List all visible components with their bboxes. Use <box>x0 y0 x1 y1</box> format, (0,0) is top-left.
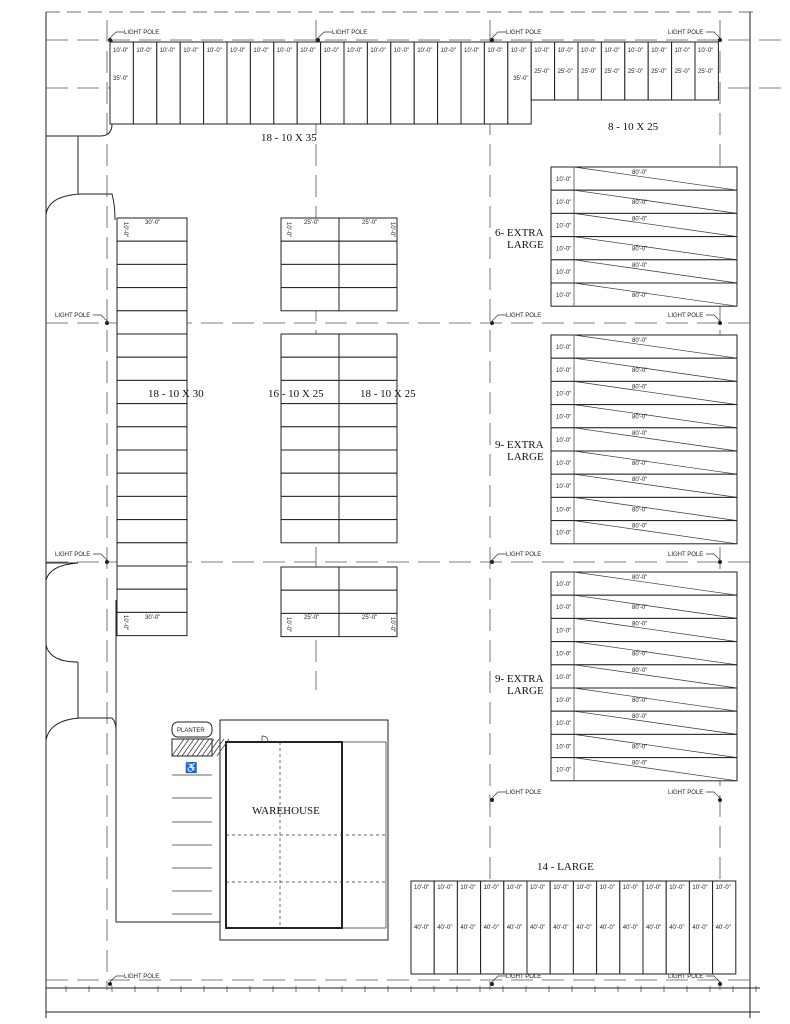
unit-depth-dim: 80'-0" <box>632 430 648 437</box>
unit-width-dim: 10'-0" <box>604 48 620 54</box>
unit-10x35 <box>157 42 180 124</box>
island-left-1 <box>46 194 115 220</box>
unit-width-dim: 10'-0" <box>183 48 199 54</box>
unit-width-dim: 10'-0" <box>556 484 572 491</box>
light-pole-label: LIGHT POLE <box>124 974 160 980</box>
unit-width-dim: 10'-0" <box>483 885 499 891</box>
unit-stack-10x25-middle <box>281 218 397 637</box>
unit-10x35 <box>297 42 320 124</box>
unit-depth-dim: 40'-0" <box>576 925 592 931</box>
unit-depth-dim: 25'-0" <box>557 69 573 75</box>
extra-large-group-3 <box>551 572 737 781</box>
light-pole-label: LIGHT POLE <box>668 313 704 319</box>
unit-width-dim: 10'-0" <box>599 885 615 891</box>
unit-width-dim: 10'-0" <box>440 48 456 54</box>
unit-depth-dim: 80'-0" <box>632 384 648 391</box>
unit-10x25 <box>281 288 339 311</box>
unit-depth-dim: 40'-0" <box>669 925 685 931</box>
unit-depth-dim: 40'-0" <box>646 925 662 931</box>
light-pole-leader <box>110 976 124 982</box>
unit-10x30 <box>117 543 187 566</box>
unit-width-dim: 10'-0" <box>556 507 572 514</box>
unit-10x35 <box>484 42 507 124</box>
unit-10x30 <box>117 473 187 496</box>
unit-width-dim: 10'-0" <box>556 293 572 299</box>
unit-10x35 <box>414 42 437 124</box>
unit-10x35 <box>508 42 531 124</box>
unit-width-dim: 10'-0" <box>556 582 572 588</box>
unit-10x35 <box>274 42 297 124</box>
unit-depth-dim: 80'-0" <box>632 461 648 467</box>
unit-width-dim: 10'-0" <box>285 222 291 238</box>
unit-10x35 <box>133 42 156 124</box>
unit-row-10x25-top <box>510 42 718 100</box>
unit-depth-dim: 80'-0" <box>632 246 648 253</box>
unit-depth-dim: 80'-0" <box>632 698 648 704</box>
unit-10x25 <box>281 450 339 473</box>
light-pole-leader <box>492 554 506 560</box>
unit-10x30 <box>117 566 187 589</box>
unit-width-dim: 10'-0" <box>556 674 572 681</box>
unit-10x25 <box>339 567 397 590</box>
unit-depth-dim: 80'-0" <box>632 760 648 767</box>
unit-width-dim: 10'-0" <box>389 617 395 633</box>
unit-width-dim: 10'-0" <box>556 200 572 207</box>
light-pole-label: LIGHT POLE <box>506 552 542 558</box>
unit-10x35 <box>438 42 461 124</box>
fence-posts <box>66 986 756 992</box>
unit-10x25 <box>339 590 397 613</box>
unit-width-dim: 10'-0" <box>414 885 430 891</box>
unit-depth-dim: 30'-0" <box>145 220 161 226</box>
unit-width-dim: 10'-0" <box>136 48 152 54</box>
light-pole-marker <box>108 982 112 986</box>
unit-10x35 <box>204 42 227 124</box>
unit-10x25 <box>339 264 397 287</box>
light-pole-label: LIGHT POLE <box>668 30 704 36</box>
unit-10x25 <box>281 264 339 287</box>
unit-width-dim: 10'-0" <box>556 269 572 276</box>
unit-10x25 <box>281 404 339 427</box>
unit-10x30 <box>117 264 187 287</box>
unit-10x35 <box>227 42 250 124</box>
unit-stack-10x30 <box>117 218 187 636</box>
unit-10x35 <box>321 42 344 124</box>
unit-depth-dim: 40'-0" <box>692 925 708 931</box>
light-pole-label: LIGHT POLE <box>332 30 368 36</box>
unit-10x25 <box>339 427 397 450</box>
unit-10x30 <box>117 589 187 612</box>
unit-row-10x35 <box>110 42 531 124</box>
unit-depth-dim: 40'-0" <box>506 925 523 931</box>
unit-width-dim: 10'-0" <box>692 885 708 891</box>
unit-width-dim: 10'-0" <box>487 48 503 54</box>
unit-width-dim: 10'-0" <box>530 885 546 891</box>
unit-depth-dim: 40'-0" <box>553 925 569 931</box>
unit-depth-dim: 25'-0" <box>581 69 597 75</box>
unit-depth-dim: 80'-0" <box>632 477 648 484</box>
unit-width-dim: 10'-0" <box>556 437 572 444</box>
unit-width-dim: 10'-0" <box>285 617 291 633</box>
unit-10x35 <box>344 42 367 124</box>
unit-depth-dim: 25'-0" <box>651 69 667 75</box>
light-pole-leader <box>492 792 506 798</box>
unit-width-dim: 10'-0" <box>370 48 386 54</box>
light-pole-marker <box>718 982 722 986</box>
unit-10x25 <box>281 567 339 590</box>
unit-10x25 <box>281 241 339 264</box>
unit-10x25 <box>339 520 397 543</box>
light-pole-leader <box>110 32 124 38</box>
light-pole-marker <box>718 321 722 325</box>
light-pole-label: LIGHT POLE <box>668 974 704 980</box>
unit-width-dim: 10'-0" <box>393 48 410 54</box>
unit-depth-dim: 80'-0" <box>632 262 648 269</box>
unit-10x25 <box>281 520 339 543</box>
unit-depth-dim: 40'-0" <box>483 925 499 931</box>
light-pole-leader <box>706 315 720 321</box>
unit-depth-dim: 40'-0" <box>530 925 546 931</box>
unit-depth-dim: 80'-0" <box>632 667 648 674</box>
unit-depth-dim: 25'-0" <box>534 69 550 75</box>
unit-width-dim: 10'-0" <box>627 48 644 54</box>
unit-depth-dim: 80'-0" <box>632 338 648 344</box>
unit-width-dim: 10'-0" <box>437 885 453 891</box>
unit-width-dim: 10'-0" <box>556 628 572 635</box>
unit-width-dim: 10'-0" <box>506 885 523 891</box>
light-pole-leader <box>492 976 506 982</box>
label-18-10x30: 18 - 10 X 30 <box>148 388 204 400</box>
unit-width-dim: 10'-0" <box>556 345 572 351</box>
unit-10x30 <box>117 496 187 519</box>
light-pole-leader <box>93 554 107 560</box>
unit-width-dim: 10'-0" <box>698 48 714 54</box>
light-pole-marker <box>108 38 112 42</box>
label-8-10x25: 8 - 10 X 25 <box>608 121 659 133</box>
unit-width-dim: 10'-0" <box>556 246 572 253</box>
unit-width-dim: 10'-0" <box>389 222 395 238</box>
light-pole-label: LIGHT POLE <box>668 790 704 796</box>
unit-width-dim: 10'-0" <box>534 48 550 54</box>
unit-width-dim: 10'-0" <box>510 48 527 54</box>
unit-width-dim: 10'-0" <box>417 48 433 54</box>
light-pole-label: LIGHT POLE <box>55 313 91 319</box>
unit-depth-dim: 25'-0" <box>674 69 690 75</box>
label-18-10x35: 18 - 10 X 35 <box>261 132 317 144</box>
light-pole-marker <box>316 38 320 42</box>
unit-width-dim: 10'-0" <box>576 885 592 891</box>
unit-width-dim: 10'-0" <box>622 885 639 891</box>
label-extra-large-3a: 9- EXTRA <box>495 673 544 685</box>
label-16-10x25: 16 - 10 X 25 <box>268 388 324 400</box>
unit-10x30 <box>117 288 187 311</box>
unit-10x25 <box>339 241 397 264</box>
island-left-2 <box>46 563 78 580</box>
unit-10x25 <box>281 427 339 450</box>
unit-10x25 <box>339 473 397 496</box>
label-extra-large-2b: LARGE <box>507 451 544 463</box>
light-pole-marker <box>105 560 109 564</box>
unit-10x30 <box>117 334 187 357</box>
label-extra-large-2a: 9- EXTRA <box>495 439 544 451</box>
unit-10x30 <box>117 357 187 380</box>
unit-depth-dim: 80'-0" <box>632 621 648 628</box>
light-pole-marker <box>490 321 494 325</box>
unit-width-dim: 10'-0" <box>556 414 572 421</box>
unit-width-dim: 10'-0" <box>556 223 572 230</box>
unit-10x25 <box>339 450 397 473</box>
unit-10x30 <box>117 520 187 543</box>
unit-width-dim: 10'-0" <box>347 48 363 54</box>
unit-width-dim: 10'-0" <box>300 48 316 54</box>
unit-width-dim: 10'-0" <box>556 605 572 612</box>
unit-depth-dim: 80'-0" <box>632 651 648 658</box>
unit-10x25 <box>281 590 339 613</box>
unit-10x30 <box>117 311 187 334</box>
unit-depth-dim: 80'-0" <box>632 605 648 612</box>
light-pole-marker <box>490 798 494 802</box>
unit-depth-dim: 40'-0" <box>414 925 430 931</box>
unit-10x35 <box>180 42 203 124</box>
island-left-3 <box>46 645 78 662</box>
unit-depth-dim: 30'-0" <box>145 615 161 621</box>
unit-10x25 <box>281 496 339 519</box>
unit-depth-dim: 80'-0" <box>632 575 648 581</box>
light-pole-leader <box>318 32 332 38</box>
unit-width-dim: 10'-0" <box>230 48 246 54</box>
unit-width-dim: 10'-0" <box>460 885 476 891</box>
label-14-large: 14 - LARGE <box>537 861 594 873</box>
unit-depth-dim: 25'-0" <box>362 615 378 621</box>
unit-width-dim: 10'-0" <box>122 222 128 238</box>
unit-depth-dim: 25'-0" <box>304 615 320 621</box>
unit-depth-dim: 80'-0" <box>632 200 648 207</box>
unit-depth-dim: 40'-0" <box>460 925 476 931</box>
unit-width-dim: 10'-0" <box>556 721 572 728</box>
label-extra-large-1a: 6- EXTRA <box>495 227 544 239</box>
light-pole-leader <box>93 315 107 321</box>
accessible-parking-icon: ♿ <box>185 763 198 774</box>
unit-10x35 <box>250 42 273 124</box>
unit-width-dim: 10'-0" <box>556 461 572 467</box>
light-pole-label: LIGHT POLE <box>55 552 91 558</box>
unit-depth-dim: 25'-0" <box>304 220 320 226</box>
unit-depth-dim: 80'-0" <box>632 368 648 375</box>
light-pole-label: LIGHT POLE <box>668 552 704 558</box>
unit-depth-dim: 80'-0" <box>632 744 648 751</box>
unit-10x30 <box>117 241 187 264</box>
unit-width-dim: 10'-0" <box>464 48 480 54</box>
unit-width-dim: 10'-0" <box>553 885 569 891</box>
unit-10x25 <box>339 288 397 311</box>
unit-width-dim: 10'-0" <box>323 48 339 54</box>
unit-10x25 <box>281 357 339 380</box>
light-pole-marker <box>718 38 722 42</box>
light-pole-leader <box>492 315 506 321</box>
warehouse-outline <box>220 720 388 940</box>
warehouse-label: WAREHOUSE <box>252 805 320 817</box>
unit-width-dim: 10'-0" <box>206 48 222 54</box>
unit-width-dim: 10'-0" <box>556 767 572 774</box>
unit-depth-dim: 35'-0" <box>513 76 529 82</box>
unit-depth-dim: 40'-0" <box>622 925 639 931</box>
light-pole-marker <box>718 560 722 564</box>
unit-width-dim: 10'-0" <box>674 48 690 54</box>
unit-depth-dim: 25'-0" <box>362 220 378 226</box>
light-pole-marker <box>105 321 109 325</box>
unit-10x25 <box>281 473 339 496</box>
light-pole-leader <box>492 32 506 38</box>
unit-depth-dim: 35'-0" <box>113 76 129 82</box>
unit-10x30 <box>117 427 187 450</box>
unit-width-dim: 10'-0" <box>715 885 731 891</box>
unit-10x25 <box>339 357 397 380</box>
unit-10x35 <box>461 42 484 124</box>
light-pole-marker <box>490 38 494 42</box>
island-left-4 <box>46 718 116 740</box>
light-pole-label: LIGHT POLE <box>506 790 542 796</box>
label-extra-large-3b: LARGE <box>507 685 544 697</box>
unit-depth-dim: 25'-0" <box>604 69 620 75</box>
light-pole-label: LIGHT POLE <box>506 30 542 36</box>
unit-10x30 <box>117 404 187 427</box>
light-pole-marker <box>490 560 494 564</box>
unit-width-dim: 10'-0" <box>556 391 572 398</box>
extra-large-group-1 <box>551 167 737 306</box>
unit-depth-dim: 40'-0" <box>437 925 453 931</box>
unit-10x25 <box>339 496 397 519</box>
unit-width-dim: 10'-0" <box>122 615 128 631</box>
unit-10x25 <box>339 334 397 357</box>
light-pole-marker <box>490 982 494 986</box>
unit-width-dim: 10'-0" <box>556 744 572 751</box>
unit-depth-dim: 25'-0" <box>627 69 644 75</box>
light-pole-label: LIGHT POLE <box>506 974 542 980</box>
parking-stalls <box>172 775 212 914</box>
unit-depth-dim: 80'-0" <box>632 507 648 514</box>
light-pole-leader <box>706 32 720 38</box>
unit-10x25 <box>339 404 397 427</box>
unit-depth-dim: 80'-0" <box>632 293 648 299</box>
unit-depth-dim: 80'-0" <box>632 414 648 421</box>
unit-width-dim: 10'-0" <box>651 48 667 54</box>
light-pole-label: LIGHT POLE <box>124 30 160 36</box>
unit-width-dim: 10'-0" <box>557 48 573 54</box>
unit-depth-dim: 25'-0" <box>698 69 714 75</box>
unit-depth-dim: 40'-0" <box>715 925 731 931</box>
unit-depth-dim: 80'-0" <box>632 170 648 176</box>
unit-10x35 <box>391 42 414 124</box>
unit-width-dim: 10'-0" <box>669 885 685 891</box>
light-pole-leader <box>706 554 720 560</box>
light-pole-leader <box>706 976 720 982</box>
light-pole-marker <box>718 798 722 802</box>
unit-width-dim: 10'-0" <box>113 48 129 54</box>
extra-large-group-2 <box>551 335 737 544</box>
unit-depth-dim: 80'-0" <box>632 216 648 223</box>
unit-10x25 <box>281 334 339 357</box>
unit-width-dim: 10'-0" <box>159 48 176 54</box>
unit-width-dim: 10'-0" <box>556 651 572 658</box>
unit-depth-dim: 80'-0" <box>632 714 648 721</box>
light-pole-leader <box>706 792 720 798</box>
unit-width-dim: 10'-0" <box>253 48 269 54</box>
label-extra-large-1b: LARGE <box>507 239 544 251</box>
unit-10x35 <box>367 42 390 124</box>
unit-depth-dim: 80'-0" <box>632 523 648 530</box>
unit-depth-dim: 40'-0" <box>599 925 615 931</box>
unit-10x35 <box>110 42 133 124</box>
unit-10x30 <box>117 450 187 473</box>
unit-width-dim: 10'-0" <box>581 48 597 54</box>
unit-width-dim: 10'-0" <box>646 885 662 891</box>
large-unit-row <box>411 881 736 974</box>
unit-width-dim: 10'-0" <box>276 48 293 54</box>
unit-width-dim: 10'-0" <box>556 530 572 537</box>
light-pole-label: LIGHT POLE <box>506 313 542 319</box>
unit-width-dim: 10'-0" <box>556 177 572 183</box>
planter-label: PLANTER <box>177 728 205 734</box>
unit-width-dim: 10'-0" <box>556 368 572 375</box>
label-18-10x25: 18 - 10 X 25 <box>360 388 416 400</box>
unit-width-dim: 10'-0" <box>556 698 572 704</box>
